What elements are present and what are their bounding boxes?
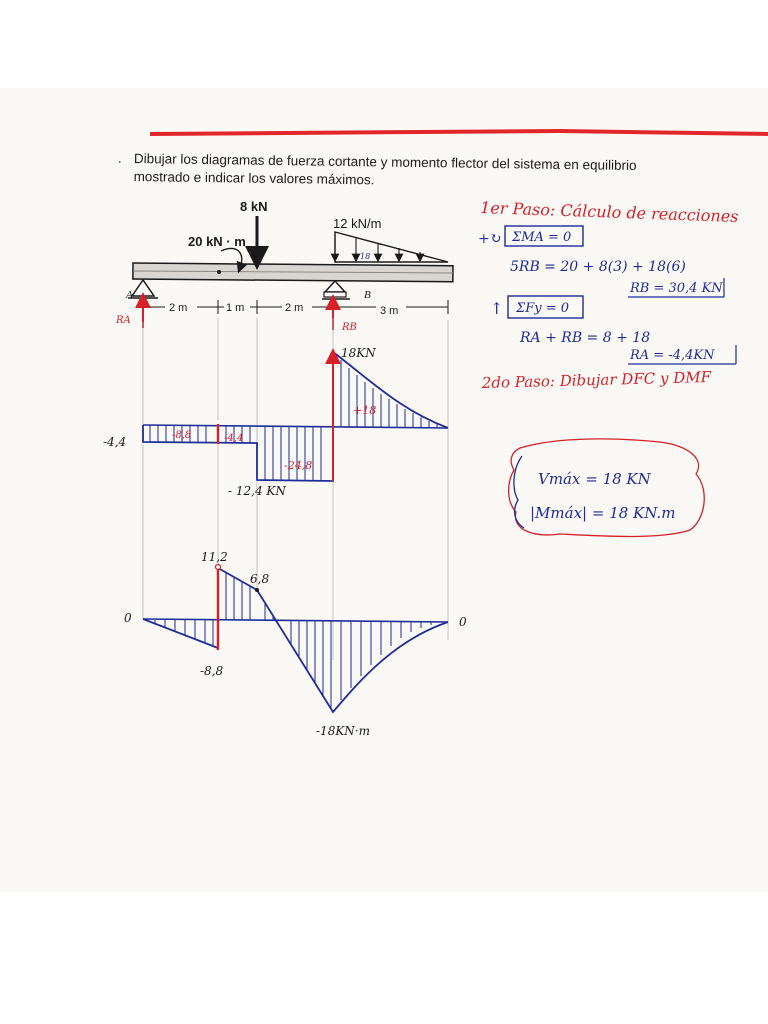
shear-diagram [103,346,448,498]
moment-value-2: 6,8 [250,572,270,586]
shear-left-value: -4,4 [103,435,127,449]
projection-lines [143,318,448,660]
shear-peak-value: 18KN [341,346,376,360]
shear-seg2-label: -4,4 [224,433,244,444]
shear-seg1-label: -8,8 [172,430,192,441]
step1-title: 1er Paso: Cálculo de reacciones [479,198,739,227]
moment-label: 20 kN · m [188,234,246,249]
moment-zero-right: 0 [459,615,467,629]
shear-bottom-value: - 12,4 KN [228,484,286,498]
reaction-a-label: RA [116,315,131,326]
result-rb: RB = 30,4 KN [630,281,723,296]
equation-2: RA + RB = 8 + 18 [520,330,651,346]
sign-convention-icon: +↻ [478,231,502,247]
statement-bullet: . [117,150,122,166]
statement-line-2: mostrado e indicar los valores máximos. [133,168,375,188]
shear-area-positive: +18 [353,404,377,417]
up-arrow-icon: ↑ [490,299,504,318]
moment-diagram [124,550,467,738]
top-border-line [150,131,768,134]
span-1-label: 2 m [169,302,188,314]
vmax-value: Vmáx = 18 KN [538,470,651,488]
equation-1: 5RB = 20 + 8(3) + 18(6) [510,259,686,275]
sum-moments-eq: ΣMA = 0 [512,230,572,245]
moment-zero-left: 0 [124,611,132,625]
span-4-label: 3 m [380,305,399,317]
moment-low-left: -8,8 [200,664,224,678]
shear-seg3-label: -24,8 [284,459,313,472]
moment-minimum: -18KN·m [316,724,370,738]
result-ra: RA = -4,4KN [630,348,715,363]
mmax-value: |Mmáx| = 18 KN.m [530,504,676,522]
distributed-load-triangle [335,232,448,262]
distributed-load-label: 12 kN/m [333,216,382,231]
support-b-icon [325,281,345,292]
support-b-label: B [364,289,371,301]
support-a-label: A [126,289,133,301]
span-3-label: 2 m [285,302,304,314]
point-load-label: 8 kN [240,199,268,214]
step2-title: 2do Paso: Dibujar DFC y DMF [481,368,712,392]
distributed-inner-label: 18 [360,252,371,261]
reaction-b-label: RB [342,322,357,333]
support-a-icon [132,280,154,296]
sum-forces-eq: ΣFy = 0 [516,301,569,316]
moment-peak-left: 11,2 [201,550,228,564]
beam-figure [115,199,453,333]
summary-box [509,439,705,537]
span-2-label: 1 m [226,302,245,314]
statement-line-1: Dibujar los diagramas de fuerza cortante y momento flector del sistema en equilibrio [133,150,637,174]
solution-notes [478,198,739,392]
problem-statement [117,150,673,194]
